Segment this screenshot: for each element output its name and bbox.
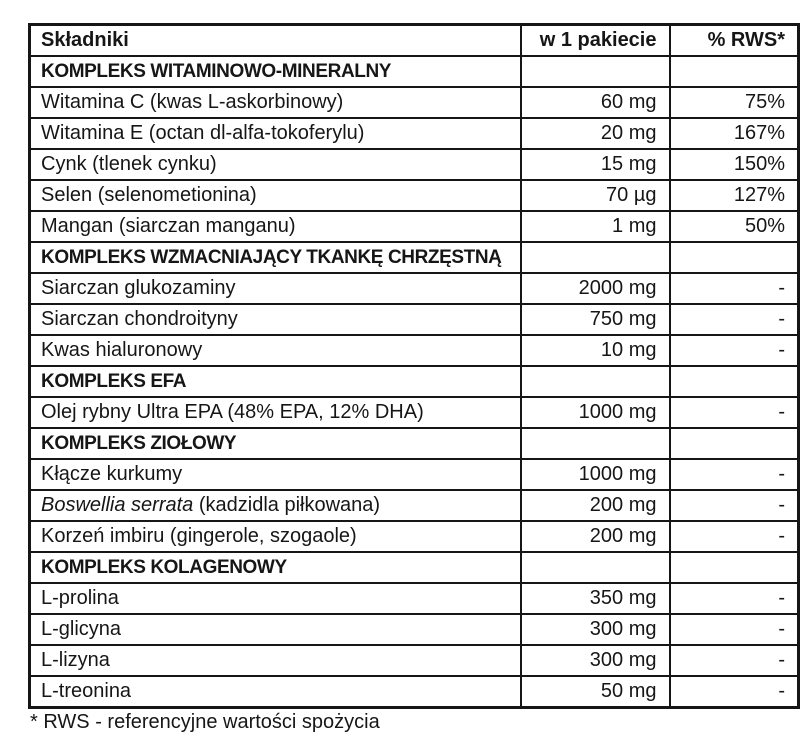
rws-percent-cell xyxy=(670,552,799,583)
table-row xyxy=(30,459,799,490)
rws-percent-cell: - xyxy=(670,304,799,335)
amount-cell: 1000 mg xyxy=(521,459,670,490)
table-row xyxy=(30,614,799,645)
ingredient-name-cell: Olej rybny Ultra EPA (48% EPA, 12% DHA) xyxy=(30,397,521,428)
amount-cell: 15 mg xyxy=(521,149,670,180)
amount-cell: 60 mg xyxy=(521,87,670,118)
section-title-cell: KOMPLEKS KOLAGENOWY xyxy=(30,552,521,583)
ingredient-name-cell: L-lizyna xyxy=(30,645,521,676)
amount-cell xyxy=(521,366,670,397)
amount-cell: 1 mg xyxy=(521,211,670,242)
table-row xyxy=(30,149,799,180)
ingredient-latin-name: Boswellia serrata xyxy=(41,494,194,516)
amount-cell: 750 mg xyxy=(521,304,670,335)
table-row xyxy=(30,490,799,521)
section-row xyxy=(30,428,799,459)
section-row xyxy=(30,366,799,397)
section-title-cell: KOMPLEKS WITAMINOWO-MINERALNY xyxy=(30,56,521,87)
rws-percent-cell xyxy=(670,56,799,87)
ingredient-name-cell: L-prolina xyxy=(30,583,521,614)
section-title-cell: KOMPLEKS WZMACNIAJĄCY TKANKĘ CHRZĘSTNĄ xyxy=(30,242,521,273)
rws-percent-cell: - xyxy=(670,614,799,645)
column-header-rws-percent: % RWS* xyxy=(670,25,799,57)
amount-cell: 2000 mg xyxy=(521,273,670,304)
rws-percent-cell: - xyxy=(670,521,799,552)
table-row xyxy=(30,645,799,676)
rws-percent-cell: - xyxy=(670,645,799,676)
ingredient-name-cell: Kwas hialuronowy xyxy=(30,335,521,366)
rws-percent-cell: 75% xyxy=(670,87,799,118)
rws-percent-cell: 50% xyxy=(670,211,799,242)
section-row xyxy=(30,242,799,273)
ingredient-name-cell: Witamina C (kwas L-askorbinowy) xyxy=(30,87,521,118)
table-row xyxy=(30,397,799,428)
rws-percent-cell: - xyxy=(670,583,799,614)
amount-cell xyxy=(521,552,670,583)
rws-percent-cell: 167% xyxy=(670,118,799,149)
table-row xyxy=(30,521,799,552)
amount-cell: 300 mg xyxy=(521,645,670,676)
section-row xyxy=(30,552,799,583)
ingredient-name-cell: Boswellia serrata (kadzidla piłkowana) xyxy=(30,490,521,521)
ingredient-name-cell: Korzeń imbiru (gingerole, szogaole) xyxy=(30,521,521,552)
amount-cell: 50 mg xyxy=(521,676,670,708)
table-row xyxy=(30,87,799,118)
amount-cell xyxy=(521,428,670,459)
ingredient-name-cell: Mangan (siarczan manganu) xyxy=(30,211,521,242)
amount-cell: 70 µg xyxy=(521,180,670,211)
amount-cell: 200 mg xyxy=(521,521,670,552)
table-row xyxy=(30,304,799,335)
amount-cell: 300 mg xyxy=(521,614,670,645)
header-row xyxy=(30,25,799,57)
column-header-per-packet: w 1 pakiecie xyxy=(521,25,670,57)
footnote: * RWS - referencyjne wartości spożycia xyxy=(30,711,380,733)
table-row xyxy=(30,273,799,304)
ingredient-name-cell: L-treonina xyxy=(30,676,521,708)
table-body xyxy=(30,56,799,708)
column-header-ingredients: Składniki xyxy=(30,25,521,57)
amount-cell: 200 mg xyxy=(521,490,670,521)
ingredient-name-cell: Witamina E (octan dl-alfa-tokoferylu) xyxy=(30,118,521,149)
table-row xyxy=(30,211,799,242)
amount-cell: 10 mg xyxy=(521,335,670,366)
section-title-cell: KOMPLEKS EFA xyxy=(30,366,521,397)
amount-cell xyxy=(521,56,670,87)
rws-percent-cell xyxy=(670,428,799,459)
table-row xyxy=(30,118,799,149)
ingredient-name-cell: Selen (selenometionina) xyxy=(30,180,521,211)
rws-percent-cell: 127% xyxy=(670,180,799,211)
amount-cell: 1000 mg xyxy=(521,397,670,428)
amount-cell: 20 mg xyxy=(521,118,670,149)
table-row xyxy=(30,335,799,366)
rws-percent-cell: - xyxy=(670,397,799,428)
table-row xyxy=(30,676,799,708)
table-row xyxy=(30,180,799,211)
ingredient-name-cell: Kłącze kurkumy xyxy=(30,459,521,490)
amount-cell: 350 mg xyxy=(521,583,670,614)
rws-percent-cell xyxy=(670,242,799,273)
table-row xyxy=(30,583,799,614)
rws-percent-cell: 150% xyxy=(670,149,799,180)
rws-percent-cell xyxy=(670,366,799,397)
ingredient-name-cell: Siarczan glukozaminy xyxy=(30,273,521,304)
ingredient-name-cell: Siarczan chondroityny xyxy=(30,304,521,335)
ingredient-name-cell: Cynk (tlenek cynku) xyxy=(30,149,521,180)
rws-percent-cell: - xyxy=(670,490,799,521)
amount-cell xyxy=(521,242,670,273)
section-title-cell: KOMPLEKS ZIOŁOWY xyxy=(30,428,521,459)
ingredient-name-cell: L-glicyna xyxy=(30,614,521,645)
ingredients-table xyxy=(28,23,800,709)
rws-percent-cell: - xyxy=(670,459,799,490)
rws-percent-cell: - xyxy=(670,335,799,366)
rws-percent-cell: - xyxy=(670,676,799,708)
section-row xyxy=(30,56,799,87)
rws-percent-cell: - xyxy=(670,273,799,304)
